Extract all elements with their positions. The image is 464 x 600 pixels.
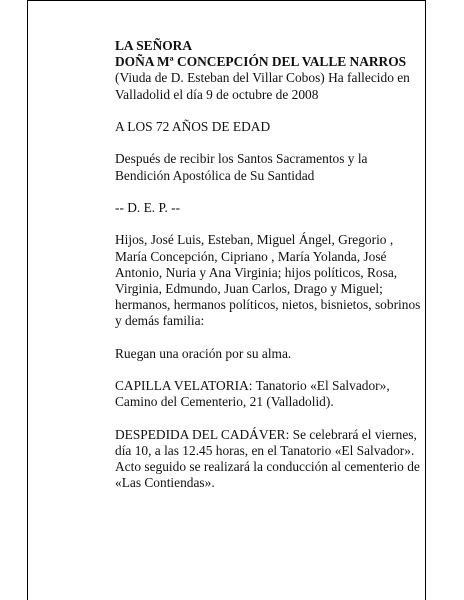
chapel-paragraph: CAPILLA VELATORIA: Tanatorio «El Salvador», Camino del Cementerio, 21 (Valladolid). xyxy=(115,378,390,410)
family-paragraph: Hijos, José Luis, Esteban, Miguel Ángel, Gregorio , María Concepción, Cipriano , María Yolanda, José Antonio, Nuria y Ana Virginia; hijos políticos, Rosa, Virginia, Edmundo, Juan Carlos, Drago y Miguel; hermanos, hermanos políticos, nietos, bisnietos, sobrinos y demás familia: xyxy=(115,232,421,329)
sacraments-paragraph: Después de recibir los Santos Sacramentos y la Bendición Apostólica de Su Santidad xyxy=(115,151,368,183)
obituary-notice xyxy=(115,38,425,508)
age-paragraph: A LOS 72 AÑOS DE EDAD xyxy=(115,119,271,134)
heading-line-1: LA SEÑORA xyxy=(115,38,193,53)
intro-paragraph: (Viuda de D. Esteban del Villar Cobos) Ha fallecido en Valladolid el día 9 de octubre de 2008 xyxy=(115,70,410,102)
prayer-paragraph: Ruegan una oración por su alma. xyxy=(115,345,292,361)
deceased-name: DOÑA Mª CONCEPCIÓN DEL VALLE NARROS xyxy=(115,54,407,70)
dep-paragraph: -- D. E. P. -- xyxy=(115,199,181,215)
farewell-paragraph: DESPEDIDA DEL CADÁVER: Se celebrará el viernes, día 10, a las 12.45 horas, en el Tanatorio «El Salvador». Acto seguido se realizará la conducción al cementerio de «Las Contiendas». xyxy=(115,426,420,491)
